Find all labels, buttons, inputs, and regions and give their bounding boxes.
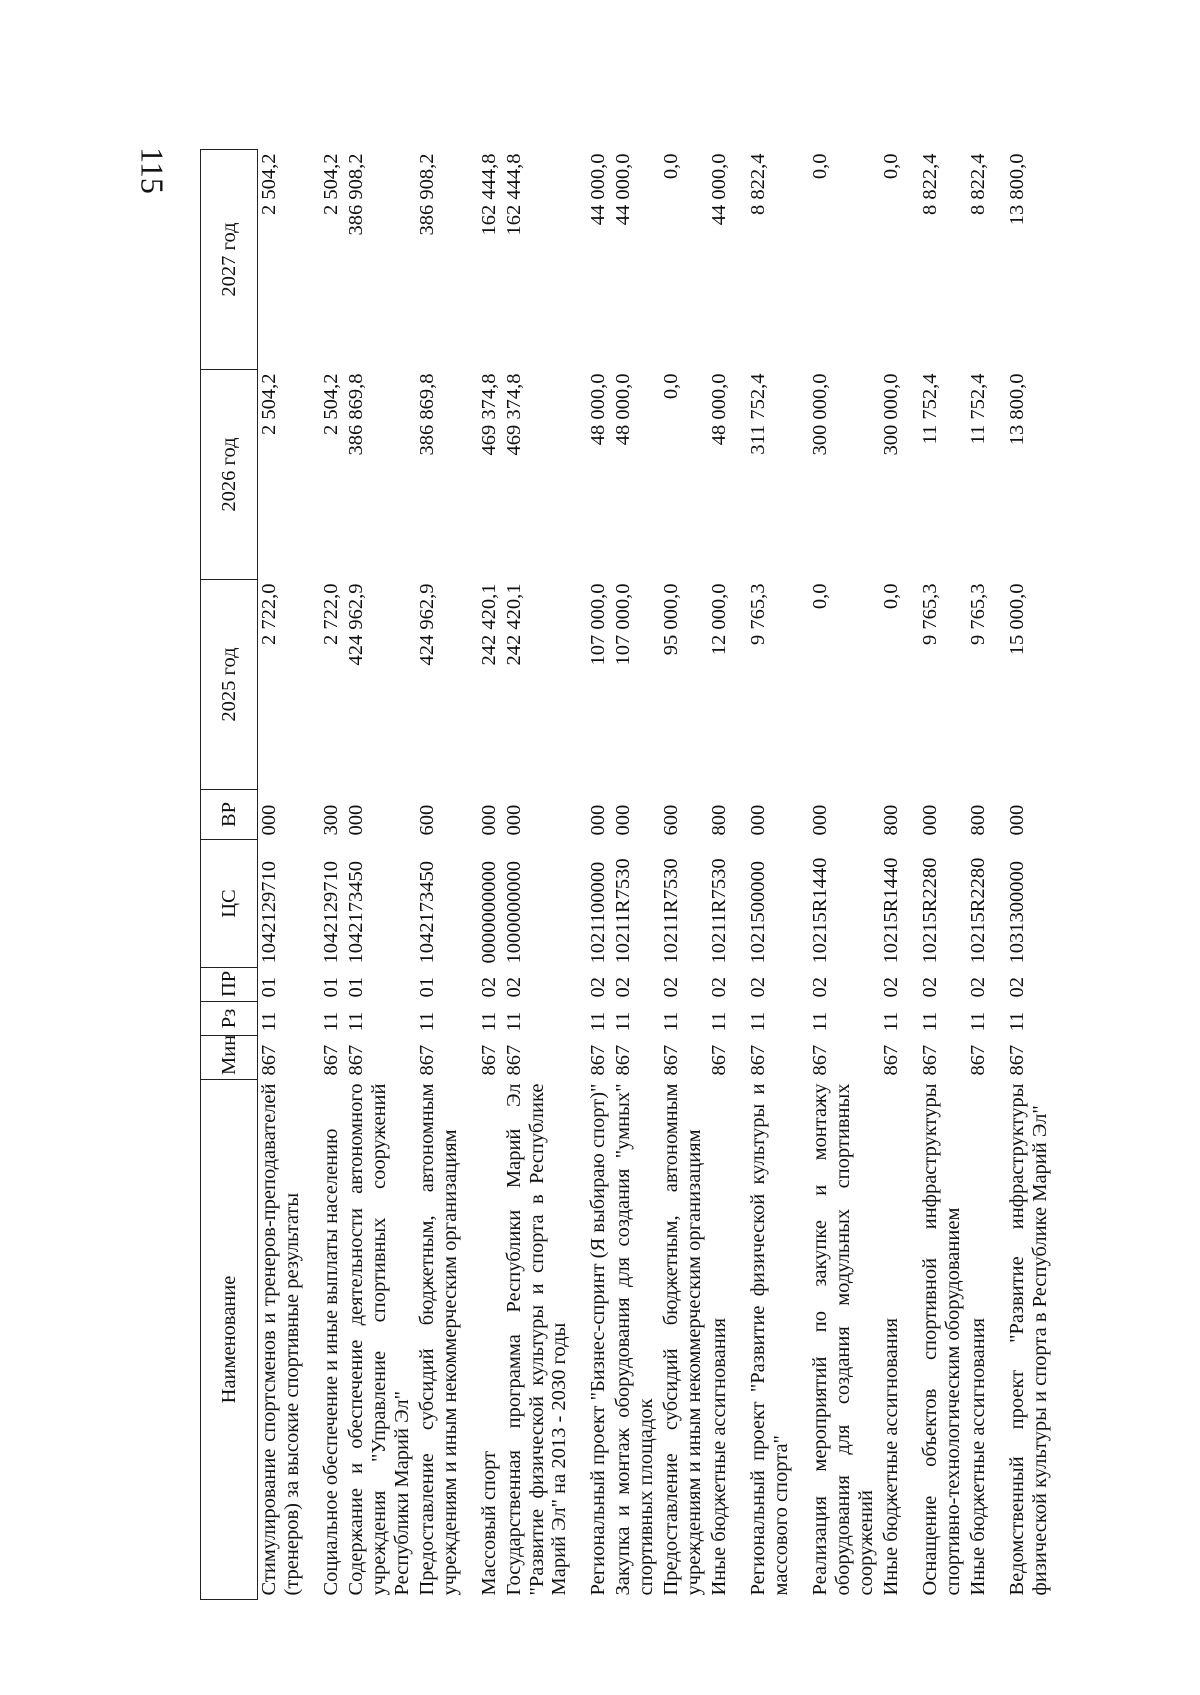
- row-cs: 1042129710: [258, 861, 280, 964]
- row-value-2026: 469 374,8: [502, 373, 525, 456]
- table-row: [809, 150, 880, 1600]
- table-row: [747, 150, 809, 1600]
- row-value-2026: 311 752,4: [747, 373, 770, 455]
- row-cs: 0000000000: [477, 861, 500, 964]
- row-cs: 1042129710: [319, 861, 342, 964]
- row-vr: 000: [502, 804, 525, 836]
- row-value-2026: 300 000,0: [879, 373, 902, 456]
- row-rz: 11: [415, 1011, 438, 1032]
- row-cs: 1042173450: [415, 861, 438, 964]
- row-value-2025: 242 420,1: [502, 583, 525, 666]
- row-value-2025: 0,0: [809, 583, 832, 610]
- row-rz: 11: [477, 1011, 500, 1032]
- row-cs: 10215R2280: [966, 857, 989, 964]
- header-vr: ВР: [201, 790, 258, 840]
- row-value-2025: 95 000,0: [660, 583, 683, 656]
- row-name: Региональный проект "Бизнес-спринт (Я выбираю спорт)": [587, 1083, 610, 1596]
- row-min: 867: [809, 1044, 832, 1076]
- row-name: Предоставление субсидий бюджетным, автономным учреждениям и иным некоммерческим организациям: [660, 1083, 706, 1596]
- row-min: 867: [344, 1044, 367, 1076]
- row-value-2025: 12 000,0: [708, 583, 731, 656]
- row-pr: 02: [809, 977, 832, 998]
- rotated-page-content: [200, 150, 1051, 1600]
- row-name: Социальное обеспечение и иные выплаты населению: [319, 1128, 342, 1596]
- row-pr: 02: [1005, 977, 1028, 998]
- row-vr: 800: [708, 804, 731, 836]
- row-rz: 11: [258, 1011, 280, 1032]
- row-value-2027: 8 822,4: [747, 153, 770, 215]
- row-name: Иные бюджетные ассигнования: [708, 1317, 731, 1596]
- row-min: 867: [966, 1044, 989, 1076]
- row-value-2027: 2 504,2: [258, 153, 280, 215]
- row-value-2027: 0,0: [809, 153, 832, 180]
- row-cs: 1021100000: [587, 861, 610, 964]
- row-pr: 02: [660, 977, 683, 998]
- row-rz: 11: [344, 1011, 367, 1032]
- row-rz: 11: [587, 1011, 610, 1032]
- row-rz: 11: [708, 1011, 731, 1032]
- row-value-2026: 48 000,0: [587, 373, 610, 446]
- row-value-2027: 8 822,4: [966, 153, 989, 215]
- row-cs: 10211R7530: [612, 858, 635, 964]
- row-pr: 01: [258, 977, 280, 998]
- row-value-2025: 107 000,0: [612, 583, 635, 666]
- row-value-2026: 13 800,0: [1005, 373, 1028, 446]
- row-min: 867: [612, 1044, 635, 1076]
- row-name: Предоставление субсидий бюджетным, автономным учреждениям и иным некоммерческим организациям: [415, 1083, 461, 1596]
- row-name: Ведомственный проект "Развитие инфраструктуры физической культуры и спорта в Республике Марий Эл": [1005, 1083, 1051, 1596]
- row-cs: 10215R2280: [918, 857, 941, 964]
- row-value-2025: 0,0: [879, 583, 902, 610]
- row-vr: 000: [587, 804, 610, 836]
- row-vr: 000: [612, 804, 635, 836]
- table-row: [345, 150, 416, 1600]
- page-number: 115: [134, 147, 171, 194]
- table-row: [1006, 150, 1054, 1600]
- table-row: [660, 150, 708, 1600]
- table-row: [708, 150, 747, 1600]
- row-value-2027: 13 800,0: [1005, 153, 1028, 226]
- row-vr: 000: [258, 804, 280, 836]
- row-min: 867: [319, 1044, 342, 1076]
- row-value-2026: 386 869,8: [344, 373, 367, 456]
- row-value-2027: 8 822,4: [918, 153, 941, 215]
- row-min: 867: [415, 1044, 438, 1076]
- row-cs: 1000000000: [502, 861, 525, 964]
- table-row: [919, 150, 967, 1600]
- row-value-2026: 11 752,4: [966, 373, 989, 445]
- header-pr: ПР: [201, 968, 258, 1002]
- row-value-2025: 9 765,3: [747, 583, 770, 645]
- header-min: Мин: [201, 1036, 258, 1080]
- row-name: Иные бюджетные ассигнования: [966, 1317, 989, 1596]
- row-pr: 02: [966, 977, 989, 998]
- row-vr: 800: [966, 804, 989, 836]
- row-min: 867: [258, 1044, 280, 1076]
- row-pr: 01: [344, 977, 367, 998]
- row-value-2026: 2 504,2: [319, 373, 342, 435]
- row-cs: 1042173450: [344, 861, 367, 964]
- row-name: Стимулирование спортсменов и тренеров-преподавателей (тренеров) за высокие спортивные результаты: [258, 1083, 303, 1596]
- row-vr: 800: [879, 804, 902, 836]
- table-row: [503, 150, 588, 1600]
- row-pr: 02: [587, 977, 610, 998]
- row-name: Региональный проект "Развитие физической культуры и массового спорта": [747, 1083, 793, 1596]
- row-cs: 10215R1440: [879, 857, 902, 964]
- table-row: [320, 150, 345, 1600]
- row-rz: 11: [747, 1011, 770, 1032]
- table-row: [258, 150, 320, 1600]
- row-vr: 000: [809, 804, 832, 836]
- row-value-2026: 386 869,8: [415, 373, 438, 456]
- header-2025: 2025 год: [201, 580, 258, 790]
- row-value-2027: 2 504,2: [319, 153, 342, 215]
- row-pr: 01: [415, 977, 438, 998]
- row-min: 867: [502, 1044, 525, 1076]
- row-pr: 01: [319, 977, 342, 998]
- row-min: 867: [587, 1044, 610, 1076]
- header-rz: Рз: [201, 1002, 258, 1036]
- row-min: 867: [918, 1044, 941, 1076]
- row-rz: 11: [612, 1011, 635, 1032]
- row-value-2027: 44 000,0: [587, 153, 610, 226]
- row-value-2026: 48 000,0: [612, 373, 635, 446]
- row-name: Государственная программа Республики Марий Эл "Развитие физической культуры и спорта в Республике Марий Эл" на 2013 - 2030 годы: [502, 1083, 571, 1596]
- row-cs: 1031300000: [1005, 861, 1028, 964]
- row-cs: 10215R1440: [809, 857, 832, 964]
- row-min: 867: [660, 1044, 683, 1076]
- row-value-2025: 2 722,0: [258, 583, 280, 645]
- row-vr: 000: [344, 804, 367, 836]
- row-rz: 11: [879, 1011, 902, 1032]
- row-cs: 10211R7530: [708, 858, 731, 964]
- row-pr: 02: [477, 977, 500, 998]
- row-vr: 000: [918, 804, 941, 836]
- row-value-2027: 44 000,0: [708, 153, 731, 226]
- row-name: Оснащение объектов спортивной инфраструктуры спортивно-технологическим оборудованием: [918, 1083, 964, 1596]
- row-value-2025: 424 962,9: [415, 583, 438, 666]
- row-name: Массовый спорт: [477, 1450, 500, 1596]
- table-body: [258, 150, 1054, 1600]
- row-value-2027: 162 444,8: [477, 153, 500, 236]
- row-rz: 11: [660, 1011, 683, 1032]
- table-row: [880, 150, 919, 1600]
- row-vr: 000: [477, 804, 500, 836]
- row-value-2026: 11 752,4: [918, 373, 941, 445]
- row-min: 867: [747, 1044, 770, 1076]
- row-value-2025: 9 765,3: [966, 583, 989, 645]
- row-vr: 300: [319, 804, 342, 836]
- row-min: 867: [477, 1044, 500, 1076]
- row-value-2025: 424 962,9: [344, 583, 367, 666]
- row-value-2025: 15 000,0: [1005, 583, 1028, 656]
- table-row: [587, 150, 612, 1600]
- table-row: [478, 150, 503, 1600]
- row-pr: 02: [918, 977, 941, 998]
- row-value-2026: 48 000,0: [708, 373, 731, 446]
- table-row: [612, 150, 660, 1600]
- row-value-2025: 2 722,0: [319, 583, 342, 645]
- row-pr: 02: [879, 977, 902, 998]
- row-name: Закупка и монтаж оборудования для создания "умных" спортивных площадок: [612, 1083, 658, 1596]
- header-cs: ЦС: [201, 840, 258, 968]
- row-value-2025: 107 000,0: [587, 583, 610, 666]
- row-pr: 02: [708, 977, 731, 998]
- row-value-2025: 242 420,1: [477, 583, 500, 666]
- table-row: [416, 150, 478, 1600]
- row-min: 867: [1005, 1044, 1028, 1076]
- row-pr: 02: [612, 977, 635, 998]
- row-value-2027: 386 908,2: [344, 153, 367, 236]
- row-rz: 11: [502, 1011, 525, 1032]
- row-value-2026: 300 000,0: [809, 373, 832, 456]
- table-header: [201, 150, 258, 1600]
- row-value-2026: 0,0: [660, 373, 683, 400]
- row-value-2027: 0,0: [879, 153, 902, 180]
- row-vr: 000: [747, 804, 770, 836]
- row-vr: 600: [415, 804, 438, 836]
- row-value-2027: 44 000,0: [612, 153, 635, 226]
- row-pr: 02: [747, 977, 770, 998]
- header-2027: 2027 год: [201, 150, 258, 370]
- row-value-2027: 386 908,2: [415, 153, 438, 236]
- row-min: 867: [708, 1044, 731, 1076]
- row-pr: 02: [502, 977, 525, 998]
- row-rz: 11: [1005, 1011, 1028, 1032]
- row-name: Реализация мероприятий по закупке и монтажу оборудования для создания модульных спортивных сооружений: [809, 1083, 877, 1596]
- budget-table: [200, 149, 1054, 1600]
- row-value-2027: 162 444,8: [502, 153, 525, 236]
- row-rz: 11: [918, 1011, 941, 1032]
- row-name: Иные бюджетные ассигнования: [879, 1317, 902, 1596]
- row-min: 867: [879, 1044, 902, 1076]
- table-row: [967, 150, 1006, 1600]
- row-rz: 11: [809, 1011, 832, 1032]
- row-value-2026: 2 504,2: [258, 373, 280, 435]
- row-cs: 10211R7530: [660, 858, 683, 964]
- row-value-2026: 469 374,8: [477, 373, 500, 456]
- row-value-2025: 9 765,3: [918, 583, 941, 645]
- row-vr: 600: [660, 804, 683, 836]
- header-name: Наименование: [201, 1080, 258, 1600]
- row-name: Содержание и обеспечение деятельности автономного учреждения "Управление спортивных сооружений Республики Марий Эл": [344, 1083, 413, 1596]
- row-rz: 11: [966, 1011, 989, 1032]
- header-2026: 2026 год: [201, 370, 258, 580]
- row-vr: 000: [1005, 804, 1028, 836]
- row-rz: 11: [319, 1011, 342, 1032]
- row-cs: 1021500000: [747, 861, 770, 964]
- row-value-2027: 0,0: [660, 153, 683, 180]
